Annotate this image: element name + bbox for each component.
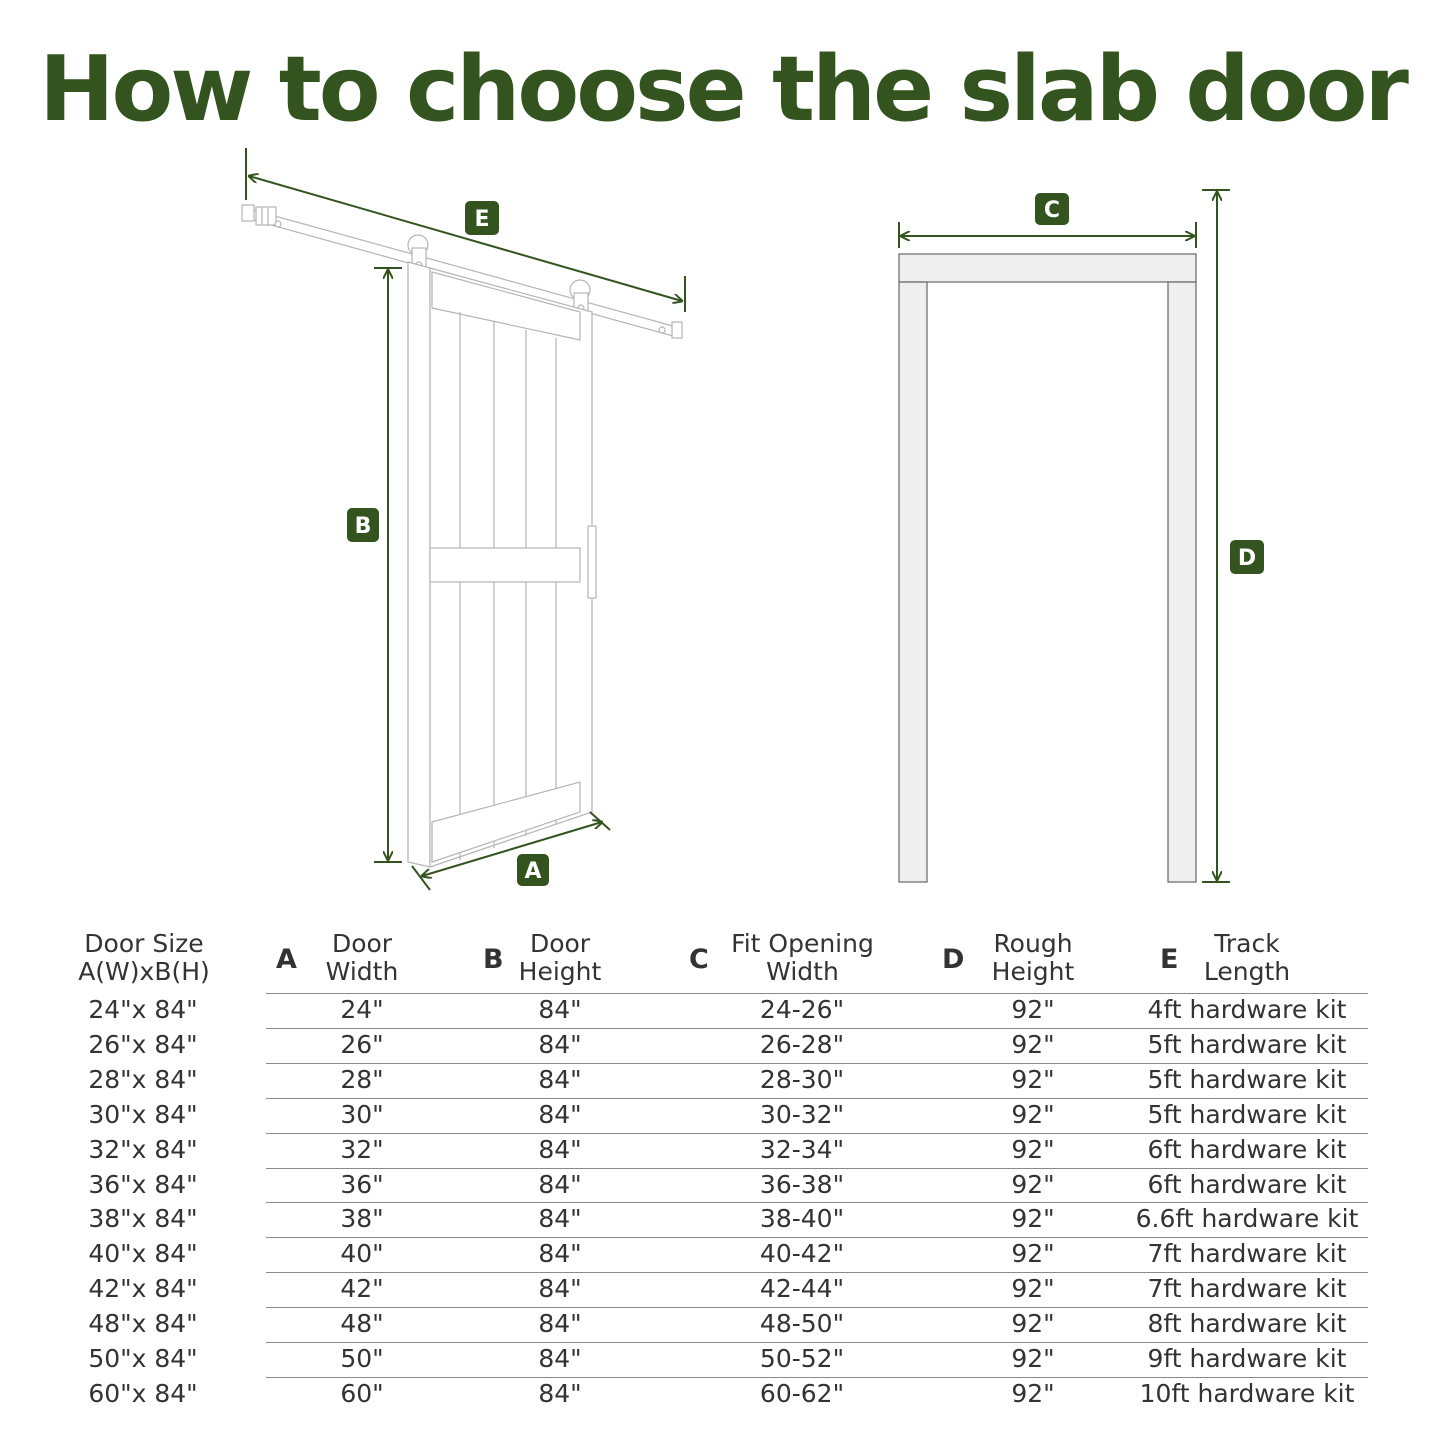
table-cell: 7ft hardware kit bbox=[1147, 1239, 1347, 1268]
table-cell: 5ft hardware kit bbox=[1147, 1100, 1347, 1129]
svg-text:B: B bbox=[354, 514, 372, 539]
barn-door bbox=[408, 262, 596, 867]
row-divider bbox=[266, 1133, 1368, 1134]
table-cell: 42"x 84" bbox=[88, 1274, 198, 1303]
table-cell: 32"x 84" bbox=[88, 1135, 198, 1164]
table-cell: 50" bbox=[340, 1344, 384, 1373]
table-cell: 60-62" bbox=[759, 1379, 845, 1408]
header-letter-c: C bbox=[689, 944, 709, 975]
table-cell: 84" bbox=[538, 1065, 582, 1094]
header-letter-d: D bbox=[942, 944, 965, 975]
table-cell: 92" bbox=[1011, 1170, 1055, 1199]
svg-text:A: A bbox=[524, 859, 542, 884]
table-cell: 60" bbox=[340, 1379, 384, 1408]
table-cell: 5ft hardware kit bbox=[1147, 1065, 1347, 1094]
table-cell: 6ft hardware kit bbox=[1147, 1170, 1347, 1199]
table-cell: 84" bbox=[538, 1344, 582, 1373]
table-cell: 92" bbox=[1011, 1100, 1055, 1129]
table-cell: 24"x 84" bbox=[88, 995, 198, 1024]
table-cell: 38"x 84" bbox=[88, 1204, 198, 1233]
table-cell: 92" bbox=[1011, 1309, 1055, 1338]
table-cell: 10ft hardware kit bbox=[1139, 1379, 1355, 1408]
table-cell: 84" bbox=[538, 1204, 582, 1233]
row-divider bbox=[266, 1237, 1368, 1238]
table-cell: 50-52" bbox=[759, 1344, 845, 1373]
table-cell: 28-30" bbox=[759, 1065, 845, 1094]
badge-c bbox=[1035, 193, 1069, 225]
header-door-size: Door Size A(W)xB(H) bbox=[78, 929, 210, 986]
row-divider bbox=[266, 993, 1368, 994]
table-cell: 84" bbox=[538, 995, 582, 1024]
table-cell: 92" bbox=[1011, 1065, 1055, 1094]
row-divider bbox=[266, 1202, 1368, 1203]
header-door-width: Door Width bbox=[325, 929, 399, 986]
table-cell: 32-34" bbox=[759, 1135, 845, 1164]
table-cell: 36-38" bbox=[759, 1170, 845, 1199]
table-cell: 30" bbox=[340, 1100, 384, 1129]
table-cell: 92" bbox=[1011, 1204, 1055, 1233]
dimension-d bbox=[1202, 190, 1230, 882]
table-cell: 40"x 84" bbox=[88, 1239, 198, 1268]
table-cell: 60"x 84" bbox=[88, 1379, 198, 1408]
table-cell: 84" bbox=[538, 1239, 582, 1268]
svg-text:C: C bbox=[1043, 198, 1061, 223]
table-cell: 84" bbox=[538, 1030, 582, 1059]
table-cell: 48"x 84" bbox=[88, 1309, 198, 1338]
header-track-length: Track Length bbox=[1203, 929, 1291, 986]
table-cell: 9ft hardware kit bbox=[1147, 1344, 1347, 1373]
badge-e bbox=[465, 201, 499, 235]
door-frame bbox=[899, 254, 1196, 882]
table-cell: 48-50" bbox=[759, 1309, 845, 1338]
header-fit-opening-width: Fit Opening Width bbox=[731, 929, 874, 986]
table-cell: 42-44" bbox=[759, 1274, 845, 1303]
table-cell: 84" bbox=[538, 1309, 582, 1338]
header-letter-b: B bbox=[483, 944, 504, 975]
table-cell: 24-26" bbox=[759, 995, 845, 1024]
table-cell: 26"x 84" bbox=[88, 1030, 198, 1059]
header-letter-a: A bbox=[276, 944, 297, 975]
table-cell: 92" bbox=[1011, 1274, 1055, 1303]
table-cell: 8ft hardware kit bbox=[1147, 1309, 1347, 1338]
page-title: How to choose the slab door bbox=[39, 37, 1406, 142]
header-rough-height: Rough Height bbox=[991, 929, 1075, 986]
table-cell: 38" bbox=[340, 1204, 384, 1233]
badge-a bbox=[517, 854, 549, 886]
table-cell: 7ft hardware kit bbox=[1147, 1274, 1347, 1303]
row-divider bbox=[266, 1272, 1368, 1273]
table-cell: 32" bbox=[340, 1135, 384, 1164]
table-cell: 40" bbox=[340, 1239, 384, 1268]
table-cell: 48" bbox=[340, 1309, 384, 1338]
table-cell: 42" bbox=[340, 1274, 384, 1303]
table-cell: 36" bbox=[340, 1170, 384, 1199]
table-cell: 84" bbox=[538, 1274, 582, 1303]
table-cell: 30-32" bbox=[759, 1100, 845, 1129]
table-cell: 36"x 84" bbox=[88, 1170, 198, 1199]
dimension-c bbox=[899, 222, 1196, 248]
table-cell: 84" bbox=[538, 1170, 582, 1199]
table-cell: 4ft hardware kit bbox=[1147, 995, 1347, 1024]
svg-text:D: D bbox=[1237, 546, 1257, 571]
table-cell: 26" bbox=[340, 1030, 384, 1059]
table-cell: 92" bbox=[1011, 1344, 1055, 1373]
table-cell: 28"x 84" bbox=[88, 1065, 198, 1094]
table-cell: 92" bbox=[1011, 1379, 1055, 1408]
header-letter-e: E bbox=[1160, 944, 1179, 975]
row-divider bbox=[266, 1098, 1368, 1099]
table-cell: 40-42" bbox=[759, 1239, 845, 1268]
svg-text:E: E bbox=[474, 207, 490, 232]
row-divider bbox=[266, 1028, 1368, 1029]
table-cell: 92" bbox=[1011, 1030, 1055, 1059]
row-divider bbox=[266, 1307, 1368, 1308]
table-cell: 30"x 84" bbox=[88, 1100, 198, 1129]
dimension-b bbox=[374, 268, 402, 862]
row-divider bbox=[266, 1342, 1368, 1343]
table-cell: 84" bbox=[538, 1379, 582, 1408]
table-cell: 6ft hardware kit bbox=[1147, 1135, 1347, 1164]
table-cell: 84" bbox=[538, 1100, 582, 1129]
table-cell: 92" bbox=[1011, 1239, 1055, 1268]
table-cell: 50"x 84" bbox=[88, 1344, 198, 1373]
row-divider bbox=[266, 1063, 1368, 1064]
row-divider bbox=[266, 1377, 1368, 1378]
table-cell: 38-40" bbox=[759, 1204, 845, 1233]
badge-d bbox=[1230, 540, 1264, 574]
table-cell: 92" bbox=[1011, 1135, 1055, 1164]
header-door-height: Door Height bbox=[518, 929, 602, 986]
table-cell: 6.6ft hardware kit bbox=[1135, 1204, 1359, 1233]
table-cell: 26-28" bbox=[759, 1030, 845, 1059]
table-cell: 92" bbox=[1011, 995, 1055, 1024]
table-cell: 84" bbox=[538, 1135, 582, 1164]
row-divider bbox=[266, 1168, 1368, 1169]
table-cell: 5ft hardware kit bbox=[1147, 1030, 1347, 1059]
badge-b bbox=[347, 508, 379, 542]
table-cell: 24" bbox=[340, 995, 384, 1024]
table-cell: 28" bbox=[340, 1065, 384, 1094]
